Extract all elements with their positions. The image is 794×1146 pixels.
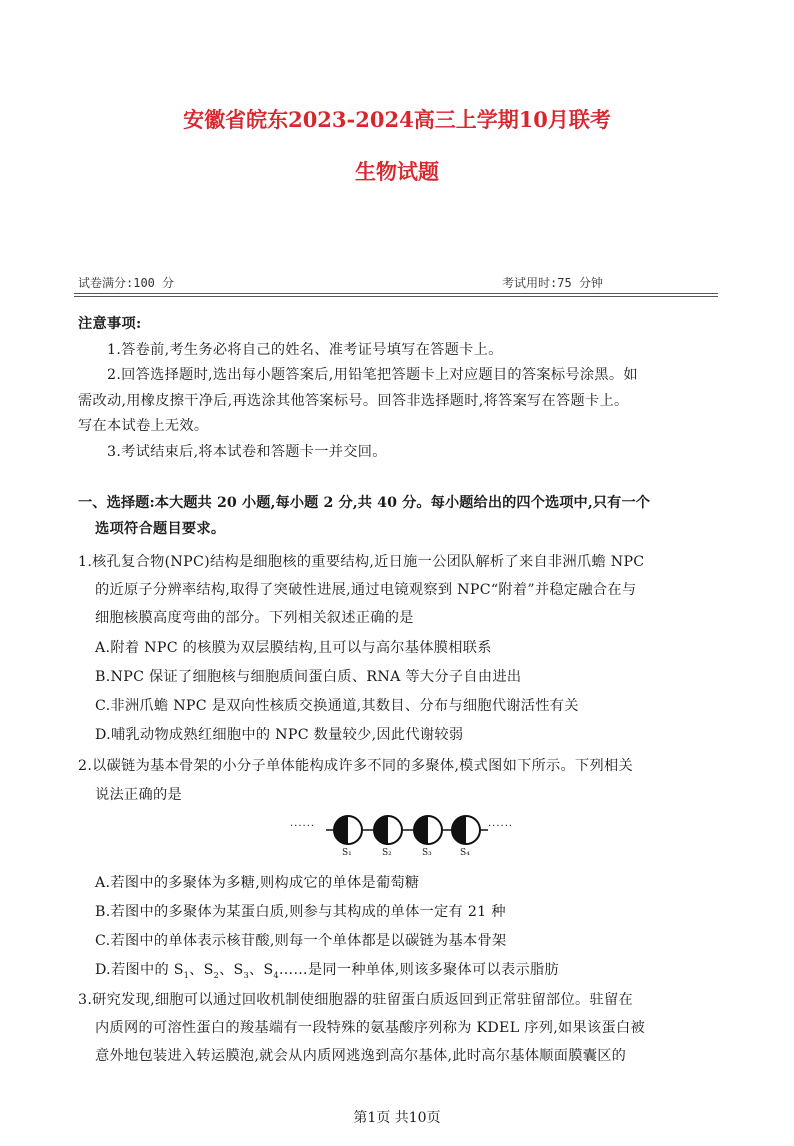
notice-item-2-line1: 2.回答选择题时,选出每小题答案后,用铅笔把答题卡上对应题目的答案标号涂黑。如: [107, 367, 638, 383]
sub-1: 1: [183, 970, 190, 980]
q3-stem-line3: 意外地包装进入转运膜泡,就会从内质网逃逸到高尔基体,此时高尔基体顺面膜囊区的: [95, 1048, 627, 1064]
exam-subtitle: 生物试题: [355, 159, 439, 184]
q2-option-a: A.若图中的多聚体为多糖,则构成它的单体是葡萄糖: [95, 875, 420, 891]
sub-2: 2: [213, 970, 220, 980]
q1-option-d: D.哺乳动物成熟红细胞中的 NPC 数量较少,因此代谢较弱: [95, 727, 464, 743]
monomer-label-3: S₃: [422, 848, 432, 858]
q2-stem-line1: 2.以碳链为基本骨架的小分子单体能构成许多不同的多聚体,模式图如下所示。下列相关: [78, 758, 633, 774]
section-heading-line1: 一、选择题:本大题共 20 小题,每小题 2 分,共 40 分。每小题给出的四个选项中,只有一个: [78, 495, 651, 511]
header-rule-top: [74, 293, 718, 294]
q2-option-d-sep3: 、S: [248, 962, 274, 978]
q1-stem-line3: 细胞核膜高度弯曲的部分。下列相关叙述正确的是: [95, 610, 414, 626]
q2-option-d-sep2: 、S: [219, 962, 244, 978]
q2-option-c: C.若图中的单体表示核苷酸,则每一个单体都是以碳链为基本骨架: [95, 933, 507, 949]
figure-dots-left: ······: [290, 821, 316, 832]
q2-option-d-sep1: 、S: [189, 962, 214, 978]
q1-option-b: B.NPC 保证了细胞核与细胞质间蛋白质、RNA 等大分子自由进出: [95, 669, 522, 685]
q2-option-d-suffix: ……是同一种单体,则该多聚体可以表示脂肪: [278, 962, 559, 978]
header-rule-bottom: [74, 296, 718, 297]
monomer-4: [452, 816, 480, 844]
monomer-3: [414, 816, 442, 844]
notice-heading: 注意事项:: [78, 316, 142, 332]
q1-option-c: C.非洲爪蟾 NPC 是双向性核质交换通道,其数目、分布与细胞代谢活性有关: [95, 698, 579, 714]
polymer-chain-diagram: [290, 812, 526, 862]
polymer-figure: [290, 812, 526, 862]
notice-item-2-line3: 写在本试卷上无效。: [78, 418, 209, 434]
sub-3: 3: [243, 970, 249, 980]
exam-title: 安徽省皖东2023-2024高三上学期10月联考: [183, 107, 611, 132]
figure-dots-right: ······: [488, 821, 514, 832]
page-footer: 第1页 共10页: [353, 1110, 441, 1126]
full-score: 试卷满分:100 分: [78, 276, 175, 290]
q1-stem-line1: 1.核孔复合物(NPC)结构是细胞核的重要结构,近日施一公团队解析了来自非洲爪蟾 NPC: [78, 554, 645, 570]
notice-item-1: 1.答卷前,考生务必将自己的姓名、准考证号填写在答题卡上。: [107, 342, 503, 358]
notice-item-3: 3.考试结束后,将本试卷和答题卡一并交回。: [107, 444, 387, 460]
q1-option-a: A.附着 NPC 的核膜为双层膜结构,且可以与高尔基体膜相联系: [95, 640, 492, 656]
monomer-label-4: S₄: [460, 848, 470, 858]
q3-stem-line2: 内质网的可溶性蛋白的羧基端有一段特殊的氨基酸序列称为 KDEL 序列,如果该蛋白被: [95, 1020, 645, 1036]
time-limit: 考试用时:75 分钟: [502, 276, 603, 290]
q2-option-d: [95, 959, 559, 980]
q3-stem-line1: 3.研究发现,细胞可以通过回收机制使细胞器的驻留蛋白质返回到正常驻留部位。驻留在: [78, 992, 633, 1008]
monomer-label-2: S₂: [382, 848, 392, 858]
q1-stem-line2: 的近原子分辨率结构,取得了突破性进展,通过电镜观察到 NPC“附着”并稳定融合在与: [95, 582, 637, 598]
notice-item-2-line2: 需改动,用橡皮擦干净后,再选涂其他答案标号。回答非选择题时,将答案写在答题卡上。: [78, 393, 629, 409]
sub-4: 4: [273, 970, 279, 980]
monomer-2: [374, 816, 402, 844]
q2-stem-line2: 说法正确的是: [95, 787, 182, 803]
section-heading-line2: 选项符合题目要求。: [95, 521, 226, 537]
monomer-1: [334, 816, 362, 844]
q2-option-d-prefix: D.若图中的 S: [95, 962, 184, 978]
monomer-label-1: S₁: [342, 848, 352, 858]
q2-option-b: B.若图中的多聚体为某蛋白质,则参与其构成的单体一定有 21 种: [95, 904, 506, 920]
